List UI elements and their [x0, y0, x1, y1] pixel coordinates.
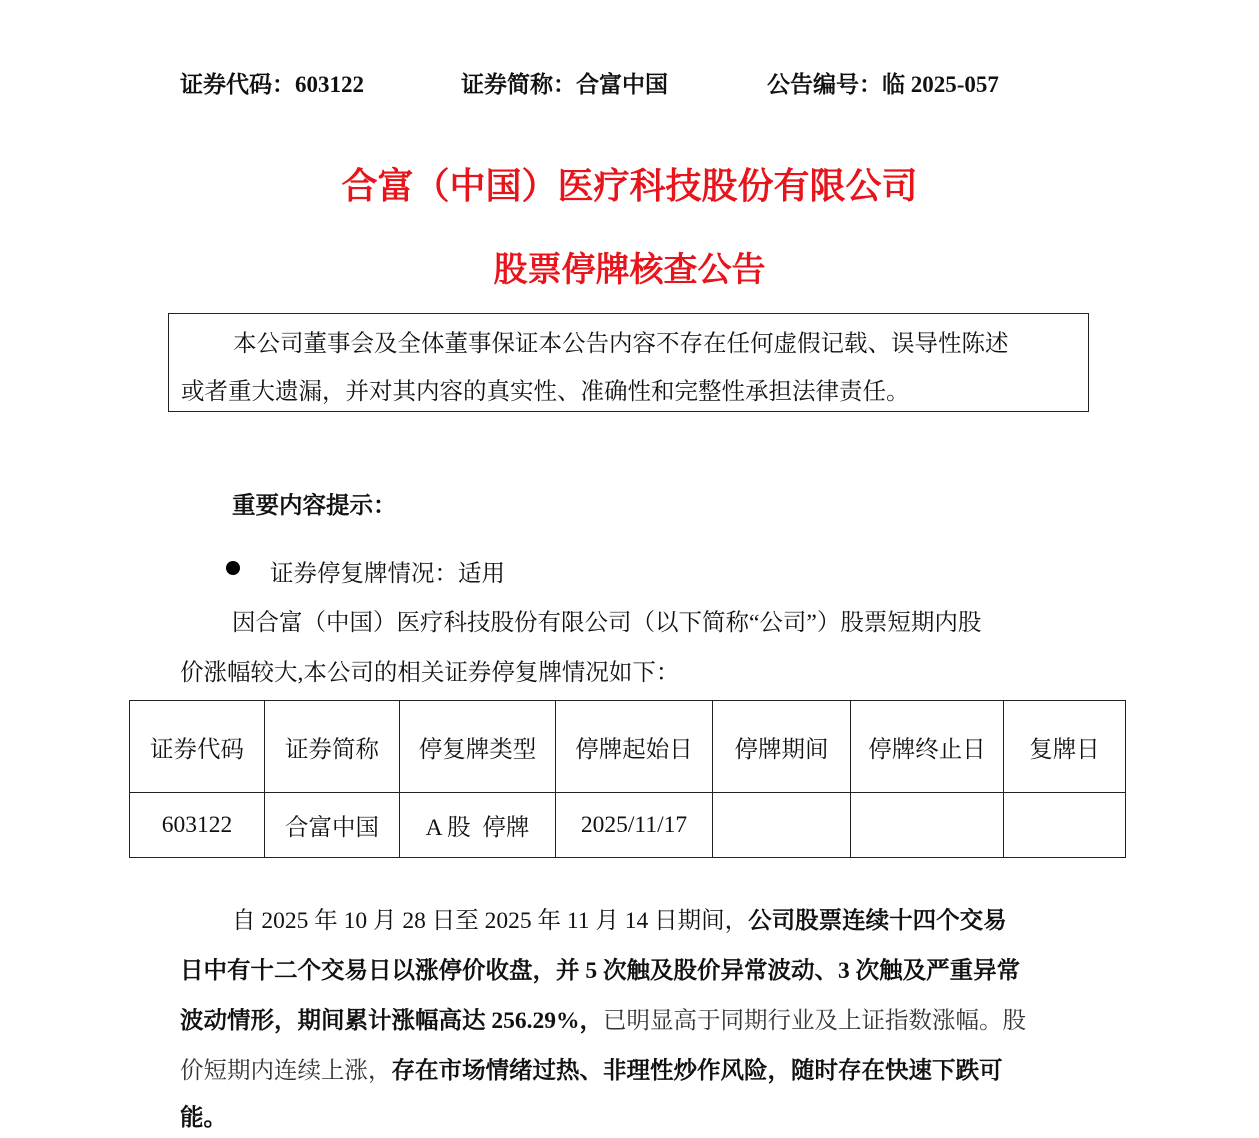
- intro-line: 价涨幅较大,本公司的相关证券停复牌情况如下：: [180, 660, 680, 686]
- table-cell: [1004, 793, 1126, 858]
- table-header-row: [130, 701, 1126, 793]
- table-cell: 2025/11/17: [556, 793, 713, 858]
- para-bold-text: 日中有十二个交易日以涨停价收盘，并 5 次触及股价异常波动、3 次触及严重异常: [180, 958, 1021, 984]
- notice-number: 公告编号：临 2025-057: [767, 72, 999, 97]
- table-row: [130, 793, 1126, 858]
- para-bold-text: 存在市场情绪过热、非理性炒作风险，随时存在快速下跌可: [391, 1058, 1003, 1084]
- bullet-icon: [226, 561, 240, 575]
- notice-title: 股票停牌核查公告: [493, 250, 766, 290]
- table-header: 证券简称: [265, 701, 400, 793]
- para-line: [232, 901, 1007, 935]
- disclaimer-box: [168, 313, 1089, 412]
- table-cell: [713, 793, 851, 858]
- para-line: [180, 1001, 1026, 1035]
- table-cell: [851, 793, 1004, 858]
- table-header: 停牌起始日: [556, 701, 713, 793]
- table-header: 停复牌类型: [400, 701, 556, 793]
- security-short-name: 证券简称：合富中国: [461, 72, 668, 97]
- para-text: 价短期内连续上涨，: [180, 1058, 392, 1084]
- para-line: [180, 1051, 1003, 1085]
- para-bold-text: 能。: [180, 1105, 227, 1131]
- table-cell: 603122: [130, 793, 265, 858]
- intro-line: 因合富（中国）医疗科技股份有限公司（以下简称“公司”）股票短期内股: [232, 610, 982, 636]
- bullet-item: 证券停复牌情况：适用: [270, 561, 505, 587]
- disclaimer-line: 本公司董事会及全体董事保证本公告内容不存在任何虚假记载、误导性陈述: [233, 331, 1009, 357]
- para-bold-text: 波动情形，期间累计涨幅高达 256.29%，: [180, 1008, 603, 1034]
- para-text: 自 2025 年 10 月 28 日至 2025 年 11 月 14 日期间，: [232, 908, 749, 934]
- table-header: 复牌日: [1004, 701, 1126, 793]
- disclaimer-line: 或者重大遗漏，并对其内容的真实性、准确性和完整性承担法律责任。: [181, 379, 910, 405]
- table-cell: 合富中国: [265, 793, 400, 858]
- table-header: 停牌终止日: [851, 701, 1004, 793]
- important-heading: 重要内容提示：: [232, 493, 397, 519]
- table-header: 停牌期间: [713, 701, 851, 793]
- para-text: 已明显高于同期行业及上证指数涨幅。股: [603, 1008, 1026, 1034]
- suspension-table: [129, 700, 1126, 858]
- company-title: 合富（中国）医疗科技股份有限公司: [341, 166, 918, 207]
- table-header: 证券代码: [130, 701, 265, 793]
- security-code: 证券代码：603122: [180, 72, 364, 97]
- table-cell: A 股 停牌: [400, 793, 556, 858]
- para-bold-text: 公司股票连续十四个交易: [748, 908, 1007, 934]
